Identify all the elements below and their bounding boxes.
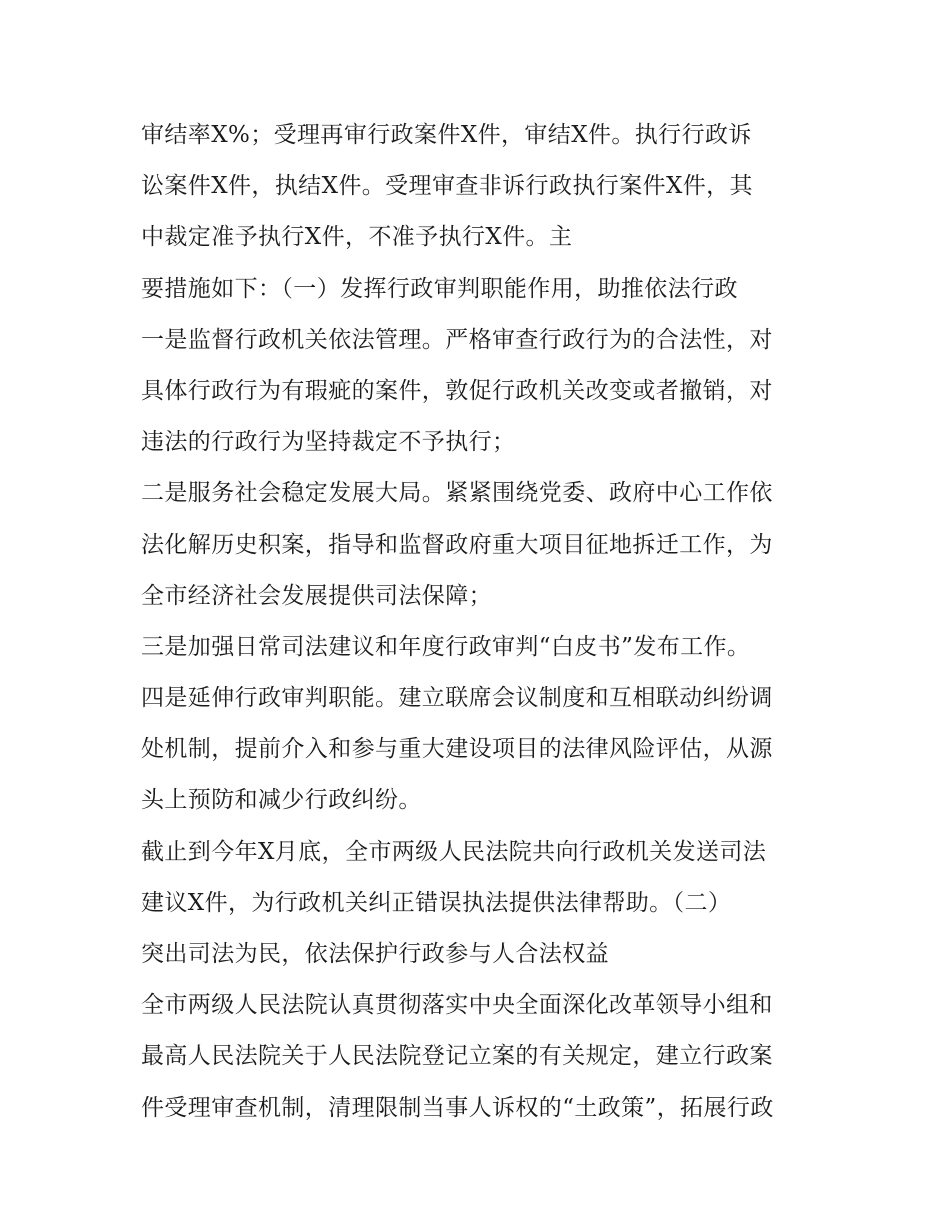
text-line: 一是监督行政机关依法管理。严格审查行政行为的合法性，对	[141, 326, 773, 353]
text-line: 中裁定准予执行X件，不准予执行X件。主	[141, 224, 573, 251]
text-line: 讼案件X件，执结X件。受理审查非诉行政执行案件X件，其	[141, 173, 753, 200]
text-line: 法化解历史积案，指导和监督政府重大项目征地拆迁工作，为	[141, 531, 773, 558]
text-line: 三是加强日常司法建议和年度行政审判“白皮书”发布工作。	[141, 633, 751, 660]
text-line: 头上预防和减少行政纠纷。	[141, 787, 422, 814]
text-line: 违法的行政行为坚持裁定不予执行；	[141, 429, 516, 456]
text-line: 最高人民法院关于人民法院登记立案的有关规定，建立行政案	[141, 1043, 773, 1070]
text-line: 突出司法为民，依法保护行政参与人合法权益	[141, 941, 609, 967]
text-line: 处机制，提前介入和参与重大建设项目的法律风险评估，从源	[141, 736, 773, 763]
text-line: 全市经济社会发展提供司法保障；	[141, 582, 492, 609]
text-line: 截止到今年X月底，全市两级人民法院共向行政机关发送司法	[141, 838, 767, 865]
document-body	[141, 110, 821, 1134]
text-line: 具体行政行为有瑕疵的案件，敦促行政机关改变或者撤销，对	[141, 377, 773, 404]
text-line: 件受理审查机制，清理限制当事人诉权的“土政策”，拓展行政	[141, 1094, 774, 1121]
text-line: 审结率X%；受理再审行政案件X件，审结X件。执行行政诉	[141, 122, 752, 148]
text-line: 建议X件，为行政机关纠正错误执法提供法律帮助。（二）	[141, 889, 732, 916]
text-line: 全市两级人民法院认真贯彻落实中央全面深化改革领导小组和	[141, 992, 773, 1019]
text-line: 要措施如下：（一）发挥行政审判职能作用，助推依法行政	[141, 275, 738, 302]
text-line: 二是服务社会稳定发展大局。紧紧围绕党委、政府中心工作依	[141, 480, 773, 507]
text-line: 四是延伸行政审判职能。建立联席会议制度和互相联动纠纷调	[141, 685, 773, 712]
